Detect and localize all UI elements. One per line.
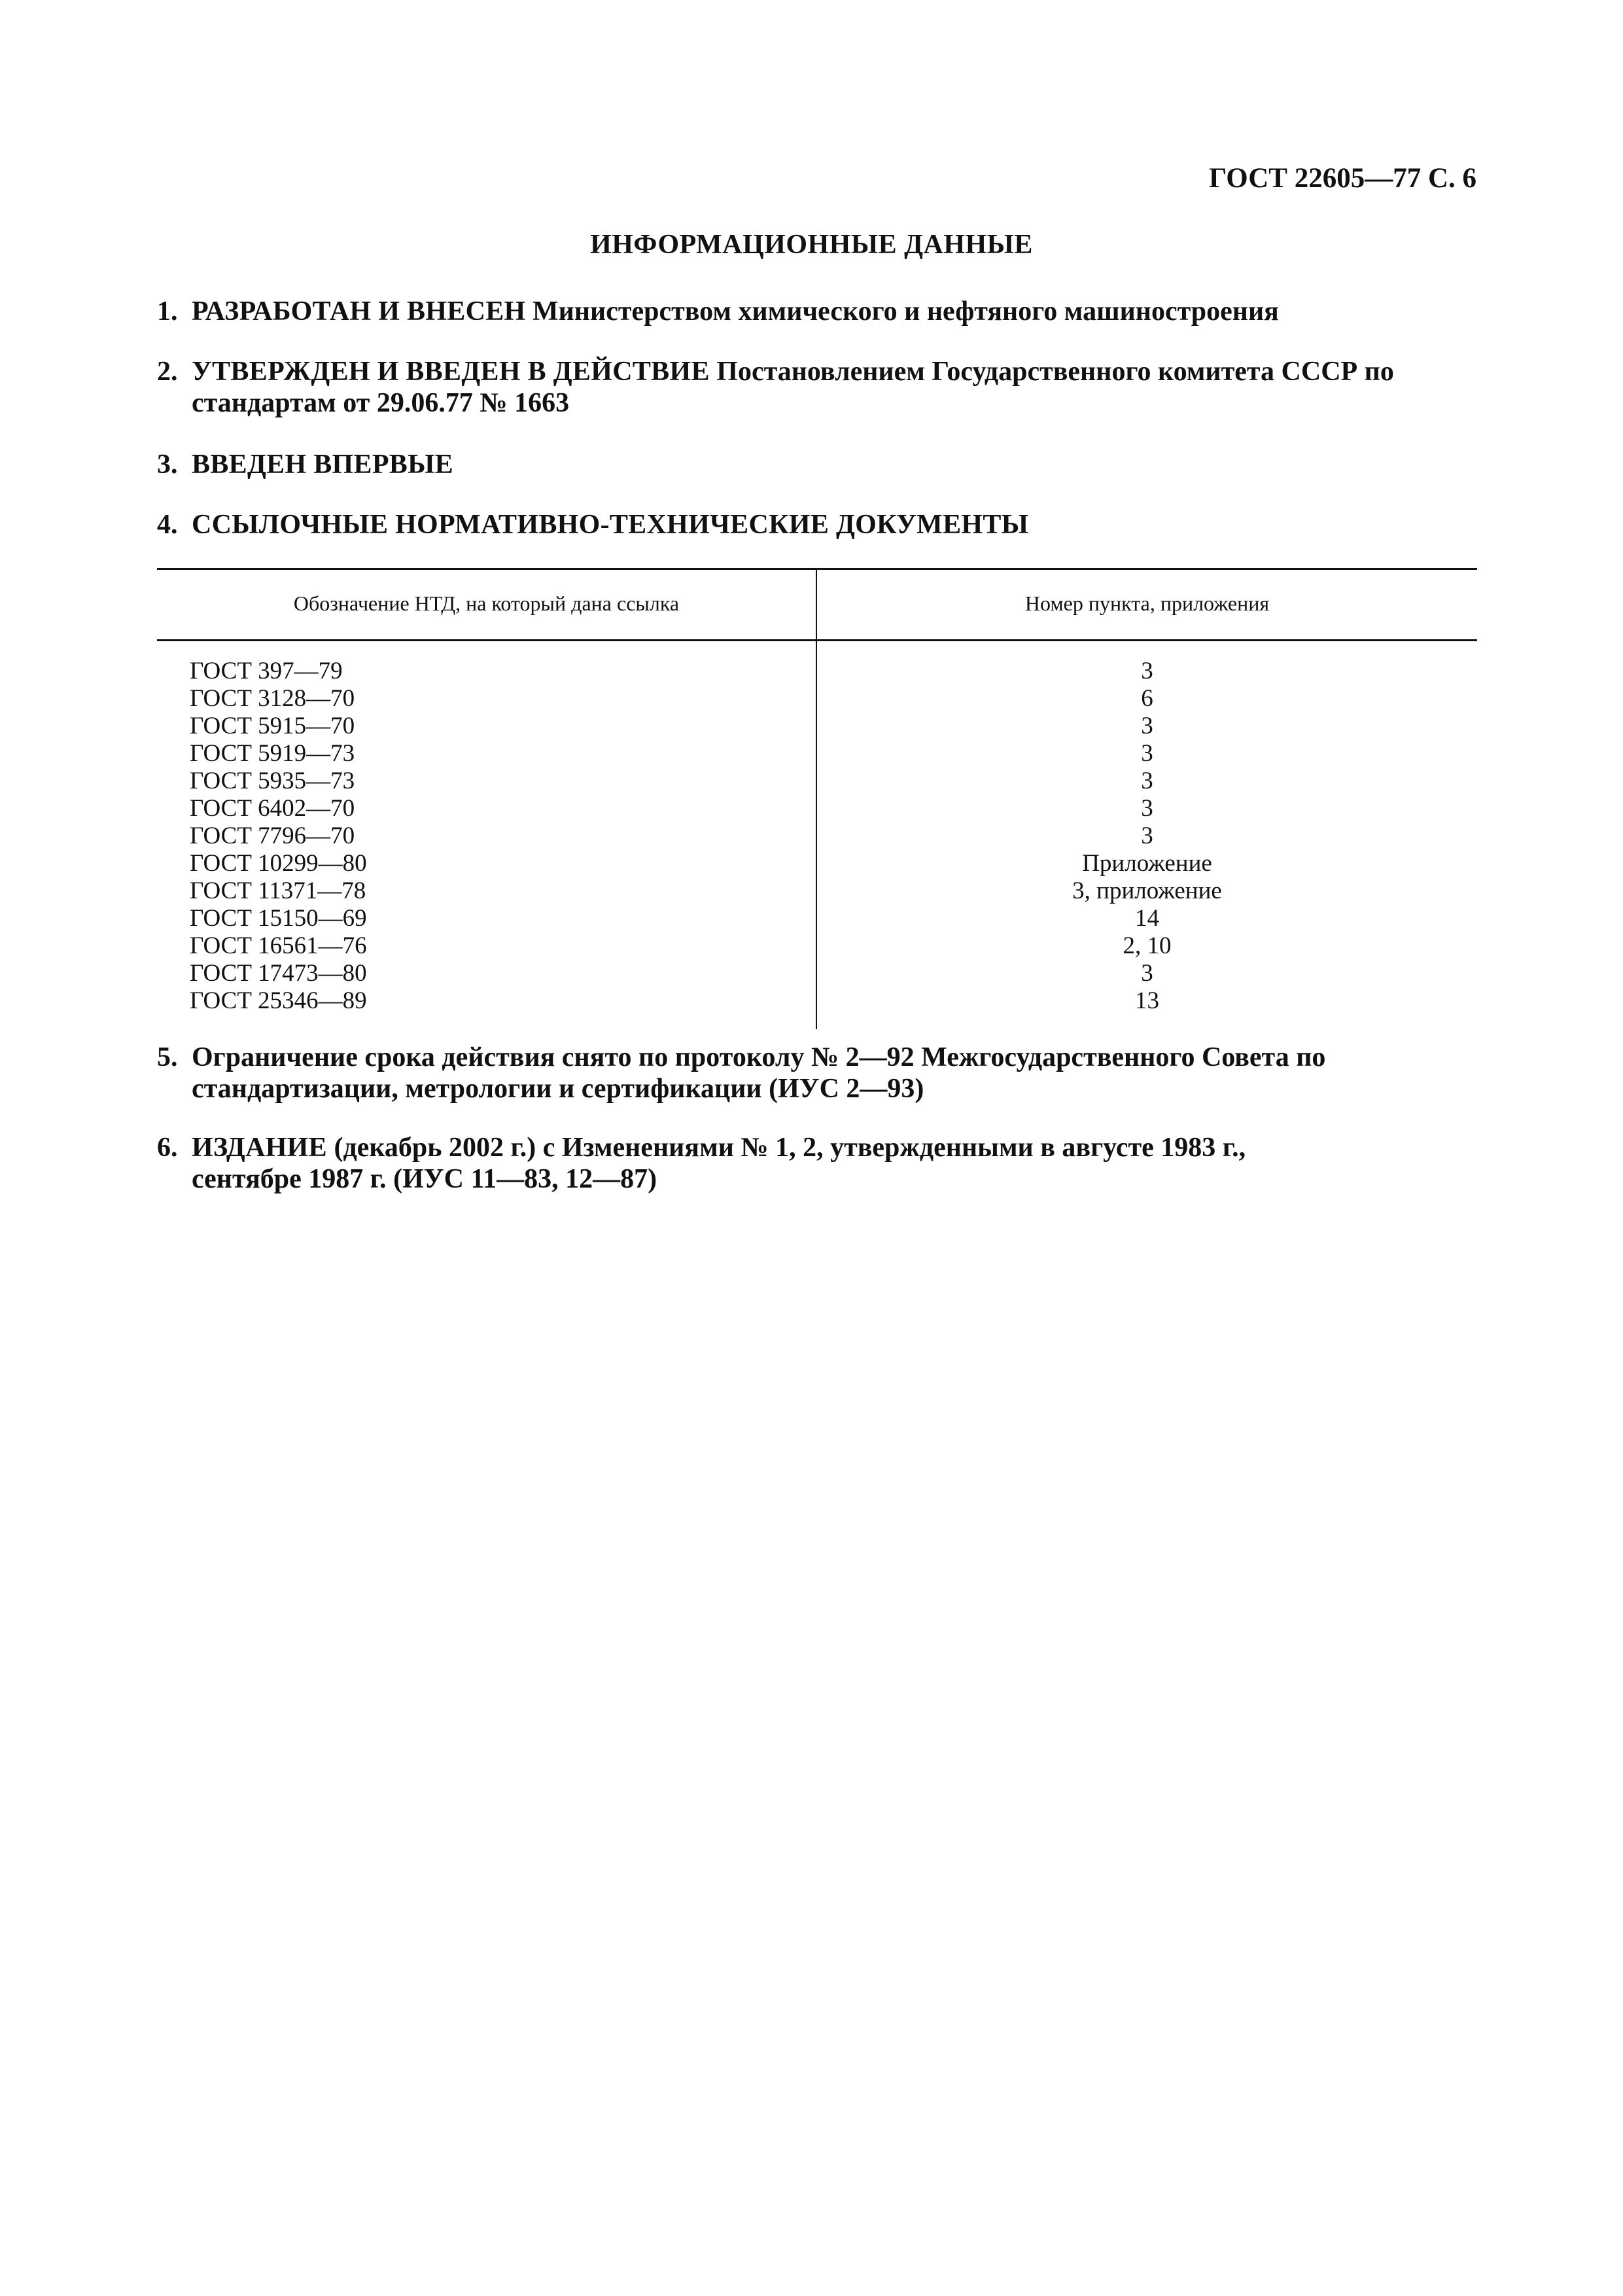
table-header-rule: [157, 639, 1477, 641]
table-header-clause: Номер пункта, приложения: [1024, 592, 1270, 615]
reference-documents-table: [157, 568, 1477, 1029]
clause-number: 3: [1141, 713, 1153, 739]
document-designation: ГОСТ 7796—70: [190, 822, 355, 849]
item-number: 6.: [157, 1133, 178, 1163]
item-number: 4.: [157, 510, 178, 540]
item-text: Ограничение срока действия снято по протоколу № 2—92 Межгосударственного Совета по: [192, 1042, 1326, 1072]
document-designation: ГОСТ 6402—70: [190, 795, 355, 822]
info-item-2: [157, 356, 1477, 419]
document-designation: ГОСТ 5915—70: [190, 713, 355, 739]
document-designation: ГОСТ 25346—89: [190, 987, 367, 1014]
clause-number: 3, приложение: [1072, 877, 1222, 904]
clause-number: 3: [1141, 658, 1153, 684]
item-number: 3.: [157, 450, 178, 480]
document-designation: ГОСТ 3128—70: [190, 685, 355, 712]
table-row: [157, 685, 1477, 713]
info-item-3: [157, 449, 1477, 480]
table-row: [157, 713, 1477, 740]
document-designation: ГОСТ 11371—78: [190, 877, 366, 904]
clause-number: 3: [1141, 960, 1153, 987]
info-item-4: [157, 509, 1477, 540]
clause-number: 2, 10: [1123, 932, 1172, 959]
item-caps: ИЗДАНИЕ: [192, 1133, 327, 1163]
item-caps: ССЫЛОЧНЫЕ НОРМАТИВНО-ТЕХНИЧЕСКИЕ ДОКУМЕНТЫ: [192, 510, 1029, 540]
table-row: [157, 905, 1477, 932]
document-designation: ГОСТ 5935—73: [190, 768, 355, 794]
table-row: [157, 768, 1477, 795]
table-row: [157, 740, 1477, 768]
table-row: [157, 822, 1477, 850]
item-number: 1.: [157, 296, 178, 327]
page-title: ИНФОРМАЦИОННЫЕ ДАННЫЕ: [590, 230, 1033, 260]
document-designation: ГОСТ 16561—76: [190, 932, 367, 959]
item-number: 2.: [157, 357, 178, 387]
document-designation: ГОСТ 17473—80: [190, 960, 367, 987]
table-row: [157, 877, 1477, 905]
table-header-designation: Обозначение НТД, на который дана ссылка: [293, 592, 680, 615]
item-continuation: стандартам от 29.06.77 № 1663: [192, 388, 570, 418]
item-text: Министерством химического и нефтяного машиностроения: [525, 296, 1279, 327]
document-designation: ГОСТ 5919—73: [190, 740, 355, 767]
clause-number: 13: [1135, 987, 1159, 1014]
document-designation: ГОСТ 397—79: [190, 658, 343, 684]
table-row: [157, 658, 1477, 685]
item-caps: ВВЕДЕН ВПЕРВЫЕ: [192, 450, 453, 480]
item-caps: УТВЕРЖДЕН И ВВЕДЕН В ДЕЙСТВИЕ: [192, 357, 710, 387]
clause-number: 3: [1141, 768, 1153, 794]
item-number: 5.: [157, 1042, 178, 1072]
info-item-1: [157, 296, 1477, 327]
clause-number: 14: [1135, 905, 1159, 932]
document-designation: ГОСТ 15150—69: [190, 905, 367, 932]
clause-number: 6: [1141, 685, 1153, 712]
table-row: [157, 795, 1477, 822]
item-text: (декабрь 2002 г.) с Изменениями № 1, 2, утвержденными в августе 1983 г.,: [326, 1133, 1246, 1163]
item-continuation: сентябре 1987 г. (ИУС 11—83, 12—87): [192, 1164, 657, 1194]
table-top-rule: [157, 568, 1477, 570]
document-designation: ГОСТ 10299—80: [190, 850, 367, 877]
clause-number: 3: [1141, 822, 1153, 849]
item-caps: РАЗРАБОТАН И ВНЕСЕН: [192, 296, 526, 327]
table-row: [157, 987, 1477, 1015]
table-body: [157, 658, 1477, 1015]
table-row: [157, 932, 1477, 960]
page-header: ГОСТ 22605—77 С. 6: [1208, 163, 1476, 194]
info-item-5: [157, 1042, 1477, 1104]
clause-number: 3: [1141, 795, 1153, 822]
table-row: [157, 850, 1477, 877]
clause-number: 3: [1141, 740, 1153, 767]
item-continuation: стандартизации, метрологии и сертификации (ИУС 2—93): [192, 1074, 924, 1104]
item-text: Постановлением Государственного комитета СССР по: [709, 357, 1394, 387]
info-item-6: [157, 1132, 1477, 1195]
clause-number: Приложение: [1082, 850, 1212, 877]
table-row: [157, 960, 1477, 987]
